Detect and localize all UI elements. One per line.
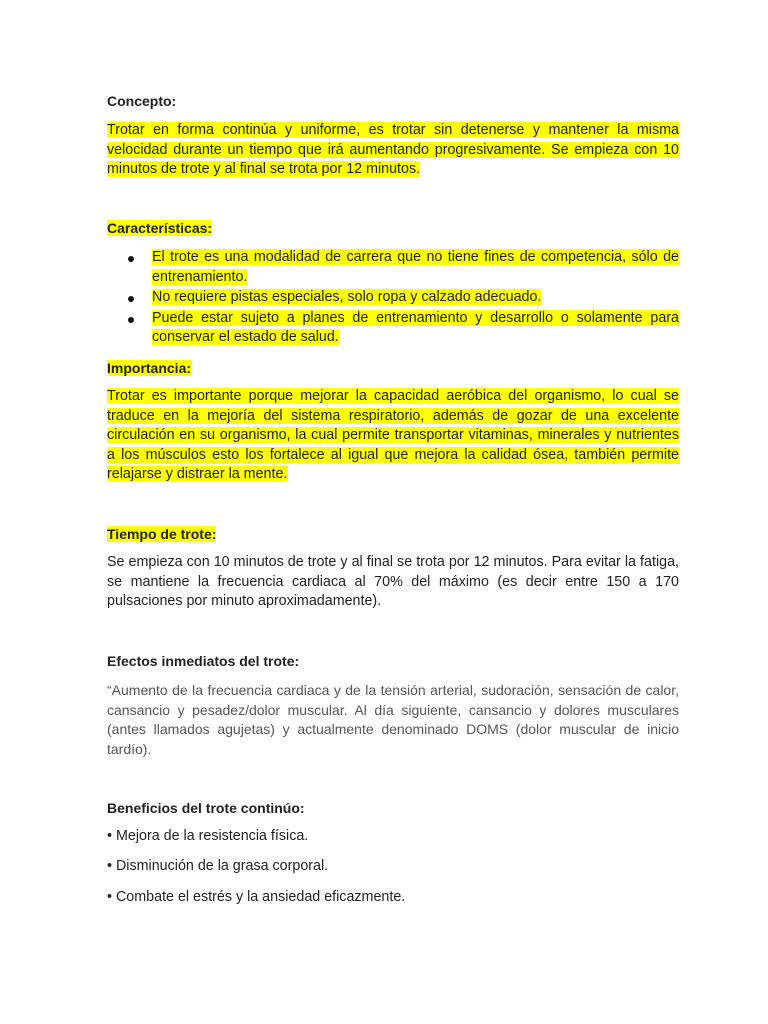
list-item: [107, 248, 679, 287]
list-item: [107, 309, 679, 348]
concepto-text: Trotar en forma continúa y uniforme, es trotar sin detenerse y mantener la misma velocidad durante un tiempo que irá aumentando progresivamente. Se empieza con 10 minutos de trote y al final se trota por 12 minutos.: [107, 122, 679, 178]
bullet-icon: [128, 296, 134, 302]
importancia-paragraph: [107, 387, 679, 485]
concepto-paragraph: [107, 121, 679, 180]
tiempo-heading: [107, 525, 216, 543]
tiempo-heading-text: Tiempo de trote:: [107, 526, 217, 542]
caracteristicas-list: [107, 248, 679, 349]
importancia-text: Trotar es importante porque mejorar la capacidad aeróbica del organismo, lo cual se traduce en la mejoría del sistema respiratorio, además de gozar de una excelente circulación en su organismo, la cual permite transportar vitaminas, minerales y nutrientes a los músculos esto los fortalece al igual que mejora la calidad ósea, también permite relajarse y distraer la mente.: [107, 388, 679, 483]
bullet-icon: [128, 256, 134, 262]
caracteristicas-heading: [107, 219, 212, 237]
caracteristicas-heading-text: Características:: [107, 220, 213, 236]
list-item-text: No requiere pistas especiales, solo ropa y calzado adecuado.: [152, 289, 542, 306]
efectos-heading: Efectos inmediatos del trote:: [107, 653, 300, 669]
tiempo-paragraph: Se empieza con 10 minutos de trote y al final se trota por 12 minutos. Para evitar la fatiga, se mantiene la frecuencia cardiaca al 70% del máximo (es decir entre 150 a 170 pulsaciones por minuto aproximadamente).: [107, 554, 679, 610]
bullet-icon: [128, 317, 134, 323]
efectos-paragraph: “Aumento de la frecuencia cardiaca y de la tensión arterial, sudoración, sensación de calor, cansancio y pesadez/dolor muscular. Al día siguiente, cansancio y dolores musculares (antes llamados agujetas) y actualmente denominado DOMS (dolor muscular de inicio tardío).: [107, 682, 679, 757]
importancia-heading: [107, 359, 191, 377]
list-item-text: El trote es una modalidad de carrera que no tiene fines de competencia, sólo de entrenamiento.: [152, 249, 679, 285]
list-item: [107, 288, 679, 308]
beneficio-item: • Mejora de la resistencia física.: [107, 828, 309, 844]
importancia-heading-text: Importancia:: [107, 360, 192, 376]
concepto-heading: Concepto:: [107, 93, 177, 109]
beneficio-item: • Disminución de la grasa corporal.: [107, 858, 329, 874]
beneficio-item: • Combate el estrés y la ansiedad eficazmente.: [107, 889, 406, 905]
list-item-text: Puede estar sujeto a planes de entrenamiento y desarrollo o solamente para conservar el estado de salud.: [152, 309, 679, 346]
beneficios-heading: Beneficios del trote continúo:: [107, 800, 305, 816]
